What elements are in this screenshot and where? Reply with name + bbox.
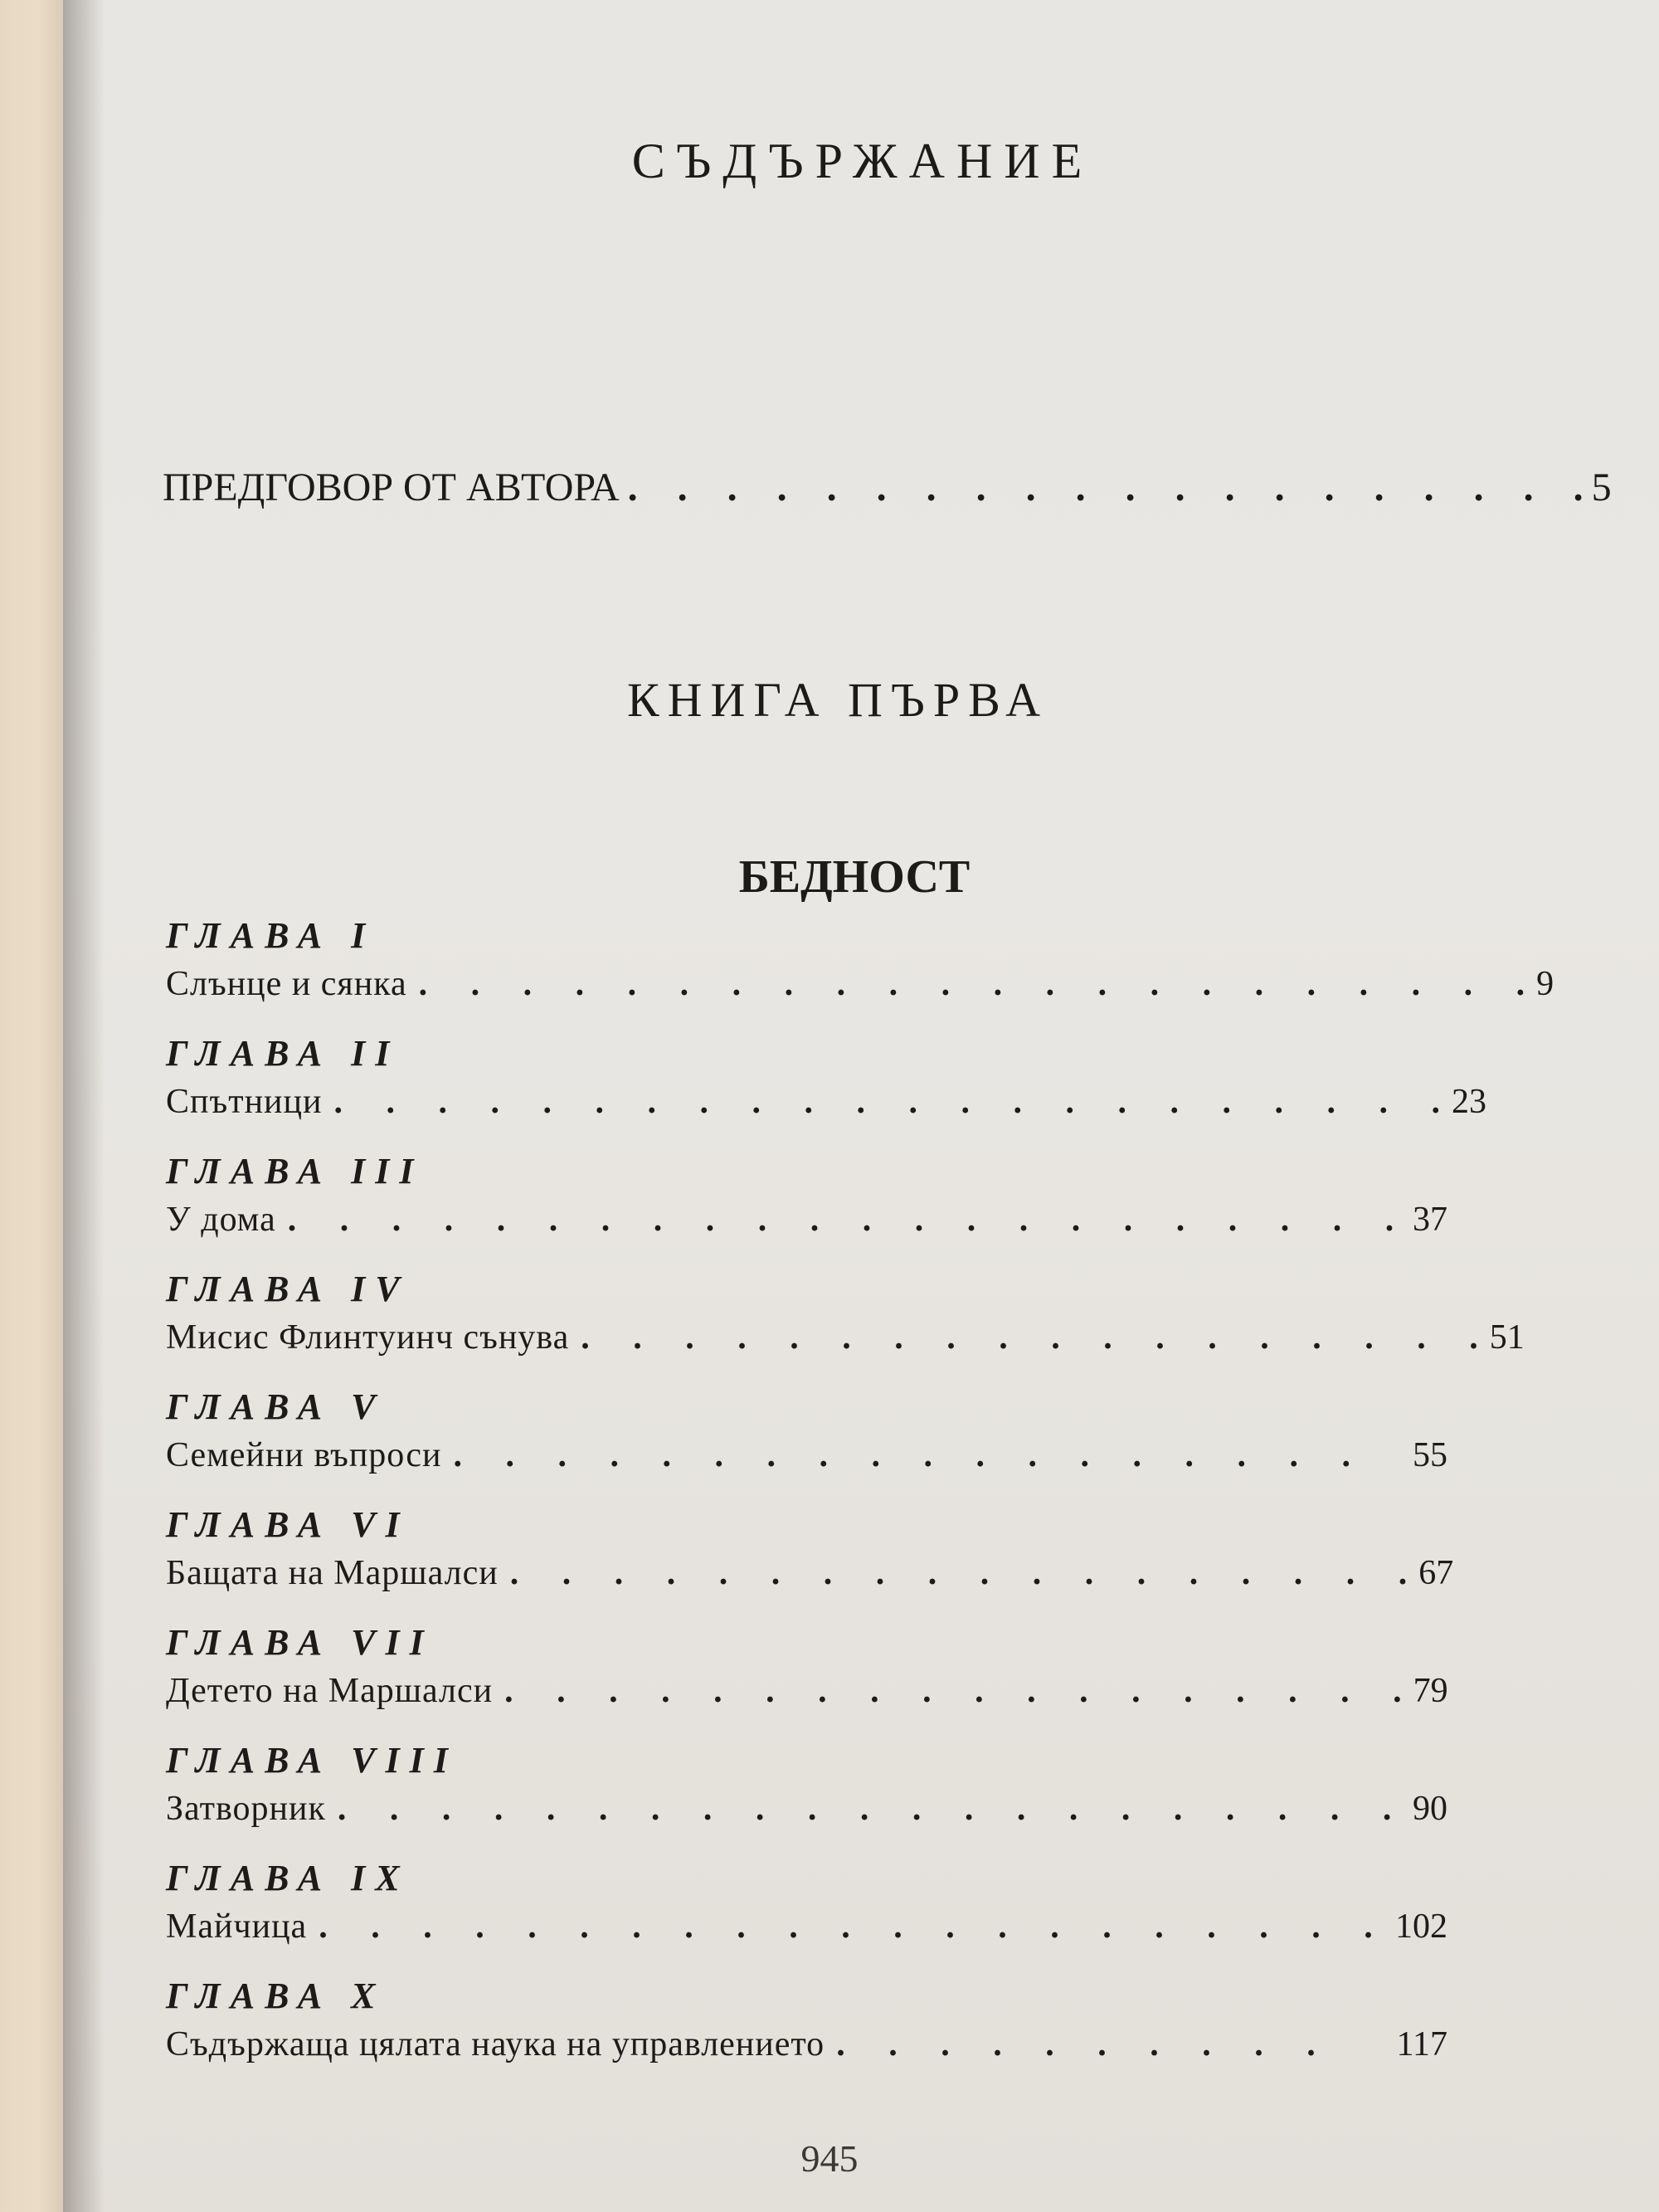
chapter-label: ГЛАВА III: [166, 1151, 424, 1191]
chapter-entry: [166, 1502, 1454, 1620]
chapter-entry: [166, 1973, 1447, 2091]
chapter-line: [166, 1548, 1454, 1598]
chapter-entry: [166, 913, 1554, 1030]
chapter-page-number: 51: [1489, 1318, 1525, 1357]
dot-leader: . . . . . . . . . . . . . . . . . .: [581, 1318, 1478, 1357]
dot-leader: . . . . . . . . . . . . . . . . . . . .: [627, 465, 1584, 509]
chapter-title: Затворник: [166, 1790, 326, 1828]
chapter-label: ГЛАВА IX: [166, 1858, 410, 1898]
preface-page-number: 5: [1591, 465, 1612, 509]
chapter-line: [166, 1666, 1447, 1716]
chapter-line: [166, 959, 1554, 1009]
chapter-label: ГЛАВА X: [166, 1976, 386, 2016]
dot-leader: . . . . . . . . . . . . . . . . . .: [453, 1436, 1350, 1474]
dot-leader: . . . . . . . . . . . . . . . . . . . . . .: [287, 1201, 1394, 1239]
chapter-page-number: 9: [1536, 965, 1554, 1003]
chapter-title: Бащата на Маршалси: [166, 1554, 499, 1592]
dot-leader: . . . . . . . . . .: [836, 2025, 1316, 2063]
chapter-line: [166, 1902, 1447, 1951]
chapter-title: Съдържаща цялата наука на управлението: [166, 2025, 825, 2063]
chapter-page-number: 55: [1413, 1436, 1447, 1474]
preface-entry: [163, 465, 1612, 510]
chapter-title: Детето на Маршалси: [166, 1672, 494, 1710]
chapter-line: [166, 1784, 1447, 1834]
dot-leader: . . . . . . . . . . . . . . . . . . . . . .: [333, 1083, 1440, 1121]
dot-leader: . . . . . . . . . . . . . . . . . . . . .: [337, 1790, 1392, 1828]
chapter-title: Майчица: [166, 1907, 308, 1946]
chapter-page-number: 117: [1396, 2025, 1447, 2063]
dot-leader: . . . . . . . . . . . . . . . . . .: [509, 1554, 1408, 1592]
chapter-page-number: 102: [1395, 1907, 1447, 1946]
chapter-title: Слънце и сянка: [166, 965, 407, 1003]
chapter-page-number: 79: [1413, 1672, 1448, 1710]
chapter-page-number: 67: [1418, 1554, 1454, 1592]
table-of-contents: [166, 913, 1554, 2091]
chapter-label: ГЛАВА VI: [166, 1504, 410, 1545]
book-page-edge: [0, 0, 63, 2212]
chapter-entry: [166, 1030, 1486, 1148]
chapter-entry: [166, 1148, 1447, 1266]
chapter-label: ГЛАВА VIII: [166, 1740, 458, 1781]
chapter-title: Мисис Флинтуинч сънува: [166, 1318, 570, 1357]
part-title: БЕДНОСТ: [738, 851, 971, 903]
chapter-label: ГЛАВА II: [166, 1033, 400, 1074]
chapter-title: У дома: [166, 1201, 276, 1239]
dot-leader: . . . . . . . . . . . . . . . . . .: [504, 1672, 1402, 1710]
chapter-line: [166, 1430, 1447, 1480]
book-title: КНИГА ПЪРВА: [626, 673, 1049, 727]
chapter-label: ГЛАВА VII: [166, 1622, 434, 1663]
chapter-page-number: 90: [1413, 1790, 1447, 1828]
chapter-label: ГЛАВА IV: [166, 1269, 410, 1309]
chapter-label: ГЛАВА I: [166, 915, 376, 956]
gutter-shadow: [63, 0, 105, 2212]
chapter-line: [166, 1195, 1447, 1245]
chapter-entry: [166, 1737, 1447, 1855]
chapter-line: [166, 1313, 1525, 1362]
chapter-entry: [166, 1855, 1447, 1973]
chapter-entry: [166, 1620, 1447, 1737]
dot-leader: . . . . . . . . . . . . . . . . . . . . . .: [418, 965, 1525, 1003]
chapter-label: ГЛАВА V: [166, 1386, 386, 1427]
chapter-line: [166, 2020, 1447, 2069]
chapter-entry: [166, 1384, 1447, 1502]
page-number: 945: [800, 2137, 859, 2180]
chapter-line: [166, 1077, 1486, 1127]
chapter-title: Спътници: [166, 1083, 323, 1121]
chapter-page-number: 23: [1451, 1083, 1486, 1121]
chapter-entry: [166, 1266, 1525, 1384]
preface-label: ПРЕДГОВОР ОТ АВТОРА: [163, 465, 620, 509]
dot-leader: . . . . . . . . . . . . . . . . . . . . .: [319, 1907, 1373, 1946]
page-title: СЪДЪРЖАНИЕ: [631, 134, 1094, 188]
chapter-page-number: 37: [1413, 1201, 1447, 1239]
chapter-title: Семейни въпроси: [166, 1436, 442, 1474]
